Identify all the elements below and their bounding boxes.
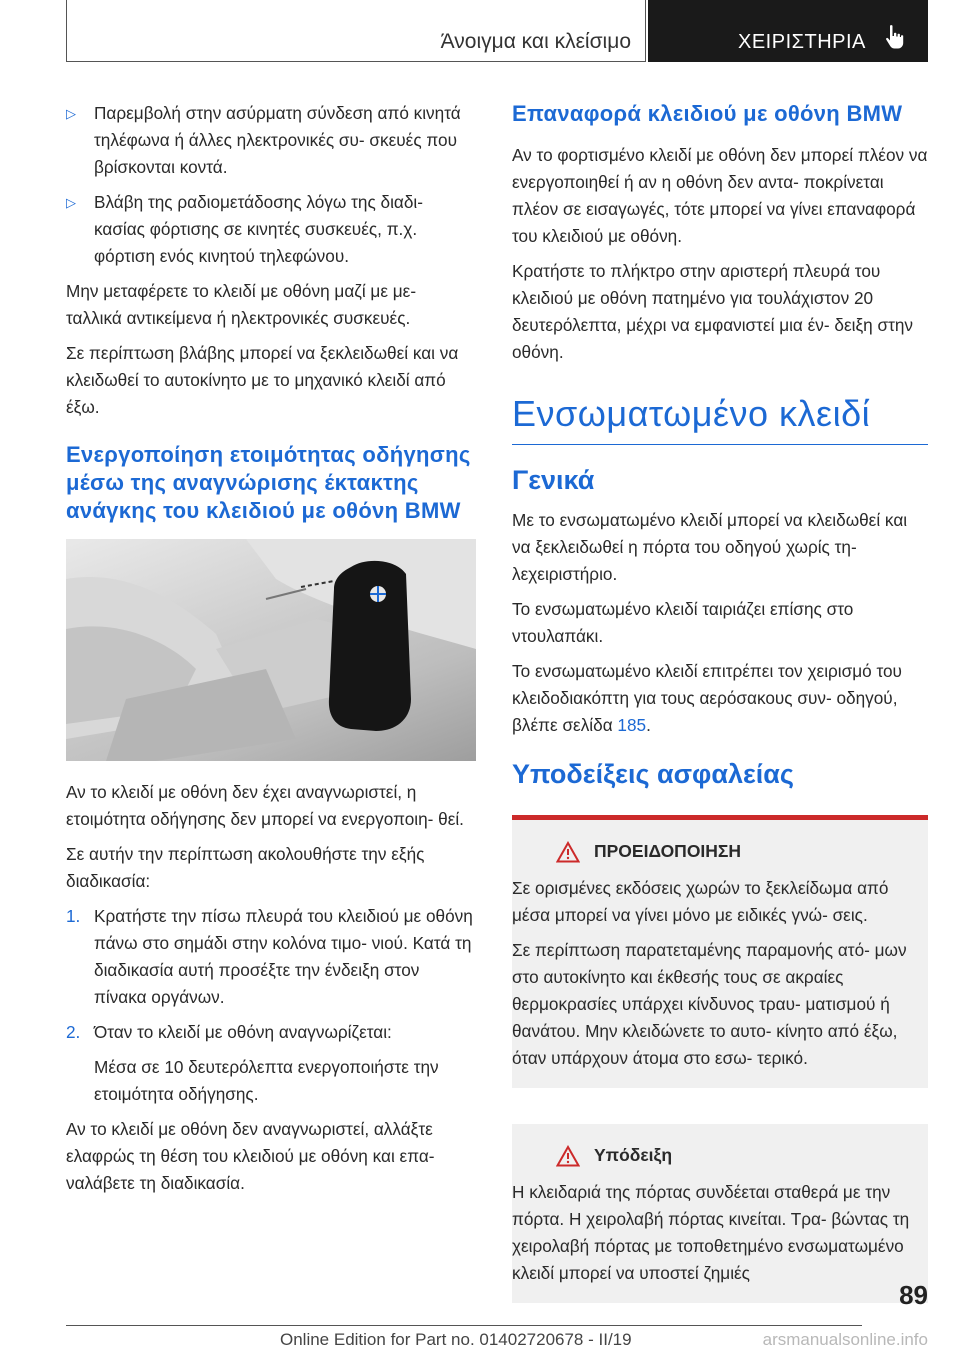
page-number: 89 [899,1280,928,1310]
note-header: Υπόδειξη [558,1142,928,1169]
paragraph: Σε περίπτωση παρατεταμένης παραμονής ατό- μων στο αυτοκίνητο και έκθεσής τους σε ακραίες θερμοκρασίες υπάρχει κίνδυνος τραυ- ματισμού ή θανάτου. Μην κλειδώνετε το αυτο- κίνητο από έξω, όταν υπάρχουν άτομα στο εσω- τερικό. [512,940,907,1068]
paragraph: Μην μεταφέρετε το κλειδί με οθόνη μαζί με με- ταλλικά αντικείμενα ή ηλεκτρονικές συσκευές. [66,281,417,328]
chapter-title: Ενσωματωμένο κλειδί [512,392,928,445]
warning-box [512,815,928,1088]
list-item: ▷ Βλάβη της ραδιομετάδοσης λόγω της διαδι- κασίας φόρτισης σε κινητές συσκευές, π.χ. φόρτιση ενός κινητού τηλεφώνου. [66,189,476,270]
header-section-box [66,0,646,62]
right-column [512,100,928,1303]
paragraph: Αν το κλειδί με οθόνη δεν αναγνωριστεί, αλλάξτε ελαφρώς τη θέση του κλειδιού με οθόνη και επα- ναλάβετε τη διαδικασία. [66,1119,435,1193]
warning-triangle-icon [556,841,580,863]
hand-pointer-icon [884,24,906,50]
watermark: arsmanualsonline.info [762,1330,928,1349]
key-photo [66,539,476,761]
left-column [66,100,476,1205]
manual-label: ΧΕΙΡΙΣΤΗΡΙΑ [738,31,866,53]
paragraph: Η κλειδαριά της πόρτας συνδέεται σταθερά με την πόρτα. Η χειρολαβή πόρτας κινείται. Τρα- βώντας τη χειρολαβή πόρτας με τοποθετημένο ενσωματωμένο κλειδί μπορεί να υποστεί ζημιές [512,1182,910,1283]
warning-triangle-icon [556,1145,580,1167]
reset-heading: Επαναφορά κλειδιού με οθόνη BMW [512,101,903,126]
page-link[interactable]: 185 [617,715,647,735]
warning-header: ΠΡΟΕΙΔΟΠΟΙΗΣΗ [558,838,928,865]
section-title: Άνοιγμα και κλείσιμο [440,30,631,53]
paragraph: Αν το φορτισμένο κλειδί με οθόνη δεν μπορεί πλέον να ενεργοποιηθεί ή αν η οθόνη δεν αντα- ποκρίνεται πλέον σε εισαγωγές, τότε μπορεί να γίνει επαναφορά του κλειδιού με οθόνη. [512,145,928,246]
safety-heading: Υποδείξεις ασφαλείας [512,759,794,789]
paragraph: Αν το κλειδί με οθόνη δεν έχει αναγνωριστεί, η ετοιμότητα οδήγησης δεν μπορεί να ενεργοποιη- θεί. [66,782,464,829]
footer-divider [66,1325,862,1326]
page-header [66,0,928,62]
list-item: 1. Κρατήστε την πίσω πλευρά του κλειδιού με οθόνη πάνω στο σημάδι στην κολόνα τιμο- νιού. Κατά τη διαδικασία αυτή προσέξτε την ένδειξη στον πίνακα οργάνων. [66,906,473,1007]
triangle-bullet-icon: ▷ [66,195,76,210]
general-heading: Γενικά [512,465,595,495]
car-interior-illustration [66,539,476,761]
header-manual-tab [648,0,928,62]
triangle-bullet-icon: ▷ [66,106,76,121]
paragraph: Σε περίπτωση βλάβης μπορεί να ξεκλειδωθεί και να κλειδωθεί το αυτοκίνητο με το μηχανικό κλειδί από έξω. [66,343,459,417]
note-box [512,1124,928,1303]
paragraph: Σε ορισμένες εκδόσεις χωρών το ξεκλείδωμα από μέσα μπορεί να γίνει μόνο με ειδικές γνώ- σεις. [512,878,889,925]
section-heading: Ενεργοποίηση ετοιμότητας οδήγησης μέσω της αναγνώρισης έκτακτης ανάγκης του κλειδιού με οθόνη BMW [66,442,471,523]
paragraph: Με το ενσωματωμένο κλειδί μπορεί να κλειδωθεί και να ξεκλειδωθεί η πόρτα του οδηγού χωρίς τη- λεχειριστήριο. [512,510,908,584]
edition-text: Online Edition for Part no. 01402720678 - II/19 [280,1330,632,1349]
paragraph: Το ενσωματωμένο κλειδί επιτρέπει τον χειρισμό του κλειδοδιακόπτη για τους αερόσακους συν- οδηγού, βλέπε σελίδα 185. [512,661,902,735]
paragraph: Κρατήστε το πλήκτρο στην αριστερή πλευρά του κλειδιού με οθόνη πατημένο για τουλάχιστον 20 δευτερόλεπτα, μέχρι να εμφανιστεί μια έν- δειξη στην οθόνη. [512,261,914,362]
paragraph: Σε αυτήν την περίπτωση ακολουθήστε την εξής διαδικασία: [66,844,425,891]
paragraph: Το ενσωματωμένο κλειδί ταιριάζει επίσης στο ντουλαπάκι. [512,599,854,646]
list-item: ▷ Παρεμβολή στην ασύρματη σύνδεση από κινητά τηλέφωνα ή άλλες ηλεκτρονικές συ- σκευές που βρίσκονται κοντά. [66,100,476,181]
step-detail: Μέσα σε 10 δευτερόλεπτα ενεργοποιήστε την ετοιμότητα οδήγησης. [94,1057,439,1104]
list-item: 2. Όταν το κλειδί με οθόνη αναγνωρίζεται: [66,1022,392,1042]
